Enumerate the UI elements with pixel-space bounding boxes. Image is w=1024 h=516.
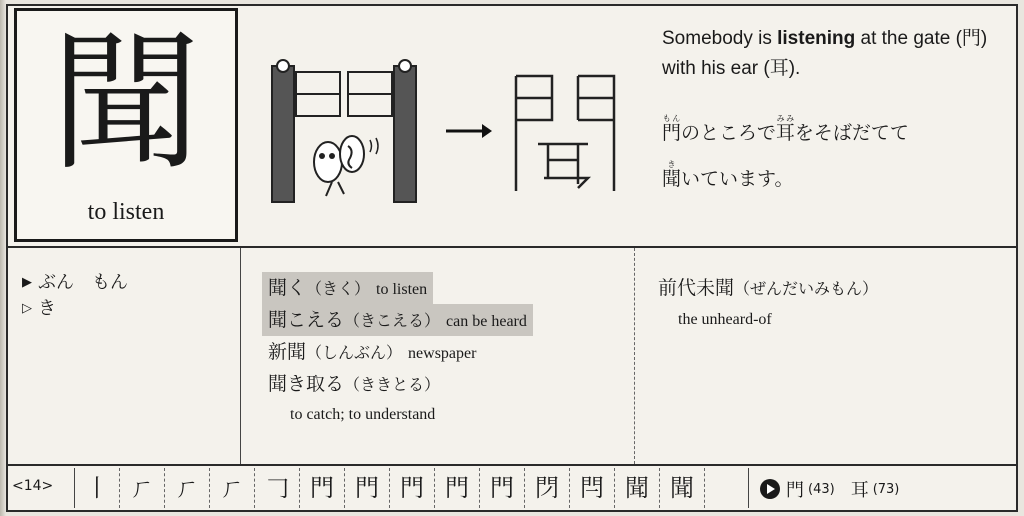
readings (22, 270, 128, 322)
kanji-gate-drawing (516, 76, 614, 191)
on-reading-marker-icon: ▶ (22, 275, 32, 290)
kanji-card (6, 4, 1018, 512)
vocab-extra-word: 前代未聞 (658, 277, 735, 299)
vocab-extra-meaning: the unheard-of (678, 311, 772, 328)
stroke-step: 門 (434, 468, 479, 508)
gate-post-left (272, 66, 294, 202)
vocab-extra (658, 272, 878, 335)
listener-figure (314, 136, 378, 196)
stroke-step: 聞 (659, 468, 704, 508)
mnemonic-illustration (248, 36, 638, 216)
stroke-step: 聞 (614, 468, 659, 508)
stroke-step: 閂 (569, 468, 614, 508)
mnemonic-story-japanese: 門もんのところで耳みみをそばだてて 聞きいています。 (662, 114, 909, 190)
vocab-list (262, 272, 622, 430)
vocab-meaning: to catch; to understand (290, 406, 436, 423)
kun-reading-marker-icon: ▷ (22, 301, 32, 316)
kanji-header-section (8, 6, 1016, 248)
mnemonic-story-english: Somebody is listening at the gate (門) with his ear (耳). (662, 28, 988, 79)
kanji-character: 聞 (50, 17, 201, 191)
vocab-extra-reading: （ぜんだいみもん） (734, 279, 879, 298)
stroke-step: 𠃌 (254, 468, 299, 508)
vocab-item: 聞く（きく） to listen (262, 272, 433, 304)
gate-post-right (394, 66, 416, 202)
story-keyword: listening (777, 28, 856, 49)
related-kanji: 門 (43) 耳 (73) (760, 476, 899, 502)
related-kanji-1: 門 (786, 480, 804, 501)
stroke-step: 丨 (74, 468, 119, 508)
stroke-step: 門 (479, 468, 524, 508)
stroke-count: <14> (12, 478, 54, 494)
stroke-step: 門 (389, 468, 434, 508)
on-reading: ぶん もん (38, 272, 128, 293)
kanji-box (14, 8, 238, 242)
stroke-step: ㄏ (164, 468, 209, 508)
vocab-item: 聞き取る（ききとる） (268, 373, 441, 395)
vocab-item: 新聞（しんぶん） newspaper (268, 341, 477, 363)
stroke-order-bar (8, 464, 1016, 512)
vocab-item: 聞こえる（きこえる） can be heard (262, 304, 533, 336)
related-kanji-2: 耳 (850, 480, 869, 501)
kanji-meaning: to listen (87, 199, 165, 225)
readings-vocab-section (8, 248, 1016, 464)
stroke-step (704, 468, 749, 508)
stroke-step: 閁 (524, 468, 569, 508)
stroke-step: 門 (299, 468, 344, 508)
stroke-cells (74, 468, 749, 508)
stroke-step: ㄏ (209, 468, 254, 508)
play-icon (760, 479, 780, 499)
kun-reading: き (38, 298, 56, 319)
stroke-step: 門 (344, 468, 389, 508)
stroke-step: ㄏ (119, 468, 164, 508)
divider (240, 248, 241, 464)
dashed-divider (634, 248, 635, 464)
